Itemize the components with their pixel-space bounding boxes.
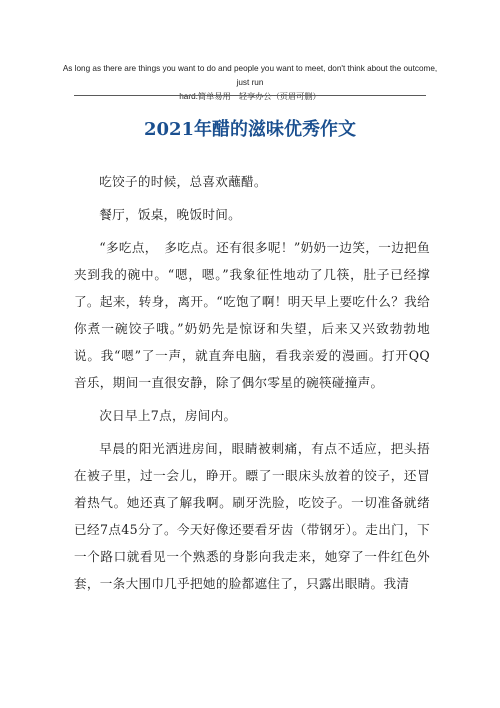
paragraph-1: 吃饺子的时候，总喜欢蘸醋。 — [99, 174, 267, 189]
document-title: 2021年醋的滋味优秀作文 — [143, 119, 357, 140]
header-line-2: hard.简单易用 轻享办公（页眉可删） — [179, 92, 321, 101]
header-line-1: As long as there are things you want to do and people you want to meet, don't think about the outcome, just run — [62, 64, 438, 87]
header-divider — [74, 95, 426, 96]
paragraph-4: 次日早上7点，房间内。 — [99, 408, 237, 423]
paragraph-2: 餐厅，饭桌，晚饭时间。 — [99, 207, 242, 222]
paragraph-3: “多吃点， 多吃点。还有很多呢！”奶奶一边笑，一边把鱼夹到我的碗中。“嗯，嗯。”我象征性地动了几筷，肚子已经撑了。起来，转身，离开。“吃饱了啊！明天早上要吃什么？我给你煮一碗饺子哦。”奶奶先是惊讶和失望，后来又兴致勃勃地说。我“嗯”了一声，就直奔电脑，看我亲爱的漫画。打开QQ音乐，期间一直很安静，除了偶尔零星的碗筷碰撞声。 — [74, 240, 430, 390]
page-header — [60, 62, 440, 104]
paragraph-5: 早晨的阳光洒进房间，眼睛被刺痛，有点不适应，把头捂在被子里，过一会儿，睁开。瞟了一眼床头放着的饺子，还冒着热气。她还真了解我啊。刷牙洗脸，吃饺子。一切准备就绪已经7点45分了。今天好像还要看牙齿（带钢牙）。走出门，下一个路口就看见一个熟悉的身影向我走来，她穿了一件红色外套，一条大围巾几乎把她的脸都遮住了，只露出眼睛。我清 — [74, 441, 430, 591]
document-body — [74, 168, 430, 597]
